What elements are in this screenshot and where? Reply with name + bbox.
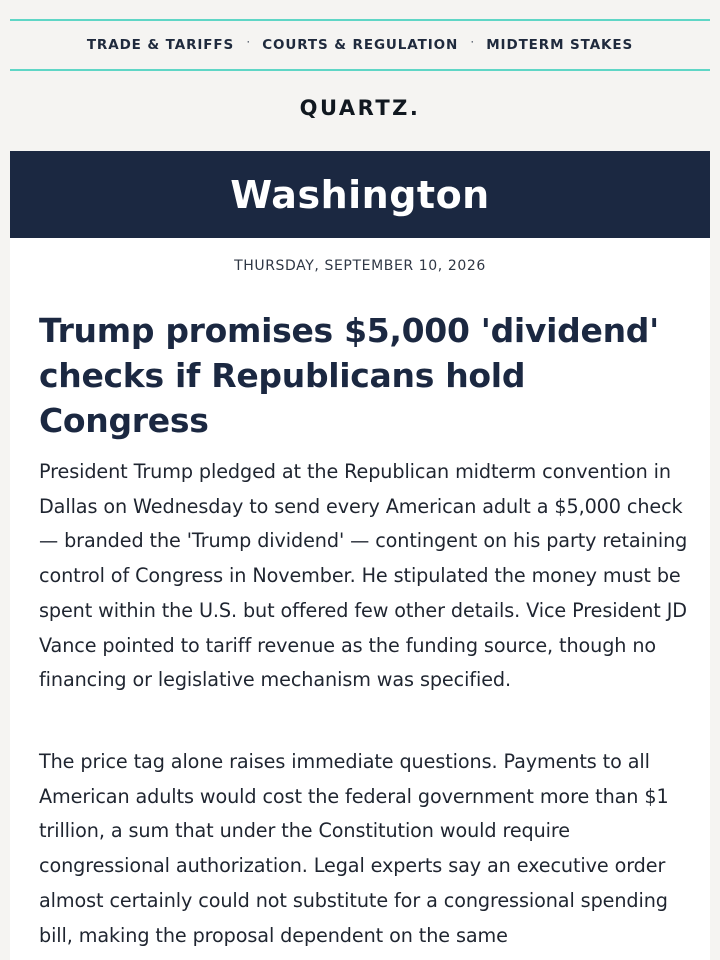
- nav-separator: ·: [246, 34, 251, 48]
- article-body: [10, 238, 710, 960]
- top-navigation: [10, 19, 710, 71]
- section-banner: [10, 151, 710, 238]
- section-title: Washington: [230, 172, 490, 217]
- nav-link-trade-tariffs[interactable]: TRADE & TARIFFS: [86, 37, 235, 53]
- nav-link-courts-regulation[interactable]: COURTS & REGULATION: [262, 37, 459, 53]
- nav-link-midterm-stakes[interactable]: MIDTERM STAKES: [486, 37, 634, 53]
- quartz-logo[interactable]: QUARTZ.: [299, 96, 421, 120]
- nav-separator: ·: [470, 34, 475, 48]
- article-paragraph: The price tag alone raises immediate questions. Payments to all American adults would cost the federal government more than $1 trillion, a sum that under the Constitution would require congressional authorization. Legal experts say an executive order almost certainly could not substitute for a congressional spending bill, making the proposal dependent on the same: [39, 750, 669, 947]
- article-date: THURSDAY, SEPTEMBER 10, 2026: [234, 258, 486, 274]
- article-paragraph: President Trump pledged at the Republican midterm convention in Dallas on Wednesday to send every American adult a $5,000 check — branded the 'Trump dividend' — contingent on his party retaining control of Congress in November. He stipulated the money must be spent within the U.S. but offered few other details. Vice President JD Vance pointed to tariff revenue as the funding source, though no financing or legislative mechanism was specified.: [39, 460, 688, 692]
- article-headline[interactable]: Trump promises $5,000 'dividend' checks if Republicans hold Congress: [39, 311, 659, 440]
